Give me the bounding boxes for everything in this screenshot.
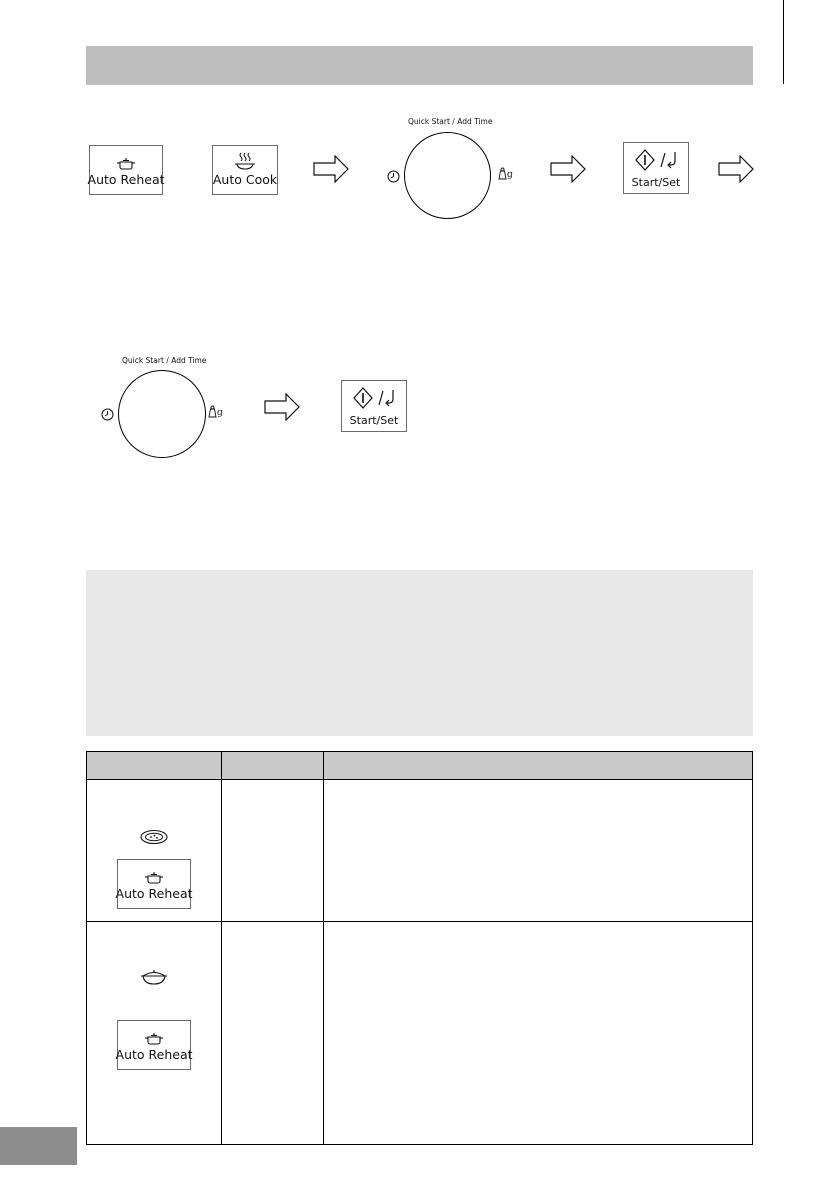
steaming-dish-icon [234, 152, 256, 174]
auto-reheat-button[interactable] [117, 859, 191, 909]
auto-reheat-button[interactable] [89, 145, 163, 195]
weight-icon [208, 405, 223, 418]
casserole-dish-icon [139, 968, 169, 990]
start-diamond-icon [634, 148, 680, 172]
next-step-arrow-icon [550, 155, 586, 187]
dial-knob[interactable] [118, 370, 206, 458]
pot-icon [144, 871, 164, 888]
next-step-arrow-icon [313, 155, 349, 187]
next-step-arrow-icon [264, 393, 300, 425]
table-header [87, 752, 752, 780]
start-diamond-icon [352, 386, 398, 410]
note-box [86, 570, 753, 736]
start-set-button[interactable] [623, 142, 689, 194]
auto-reheat-button[interactable] [117, 1020, 191, 1070]
clock-icon [387, 168, 400, 187]
row-divider [87, 921, 752, 922]
start-set-label: Start/Set [349, 414, 399, 427]
dial-knob[interactable] [404, 132, 491, 219]
dial-caption: Quick Start / Add Time [122, 356, 207, 365]
dial-caption: Quick Start / Add Time [408, 117, 493, 126]
start-set-button[interactable] [341, 380, 407, 432]
next-step-arrow-icon [718, 155, 754, 187]
auto-cook-button[interactable] [212, 145, 278, 195]
weight-unit: g [217, 408, 223, 418]
quick-start-dial[interactable] [96, 354, 236, 458]
weight-icon [498, 167, 513, 180]
auto-reheat-table [86, 751, 753, 1145]
auto-cook-label: Auto Cook [212, 171, 278, 187]
pot-icon [144, 1032, 164, 1049]
quick-start-dial[interactable] [380, 115, 520, 219]
auto-reheat-label: Auto Reheat [115, 885, 193, 901]
weight-unit: g [507, 170, 513, 180]
start-set-label: Start/Set [631, 176, 681, 189]
auto-reheat-label: Auto Reheat [87, 171, 165, 187]
auto-reheat-label: Auto Reheat [115, 1046, 193, 1062]
column-divider [323, 752, 324, 1144]
section-header-bar [86, 46, 753, 85]
page-edge-line [783, 0, 784, 84]
plate-icon [139, 829, 169, 849]
pot-icon [116, 157, 136, 174]
column-divider [221, 752, 222, 1144]
page-number-tab [0, 1127, 77, 1165]
clock-icon [101, 406, 114, 425]
